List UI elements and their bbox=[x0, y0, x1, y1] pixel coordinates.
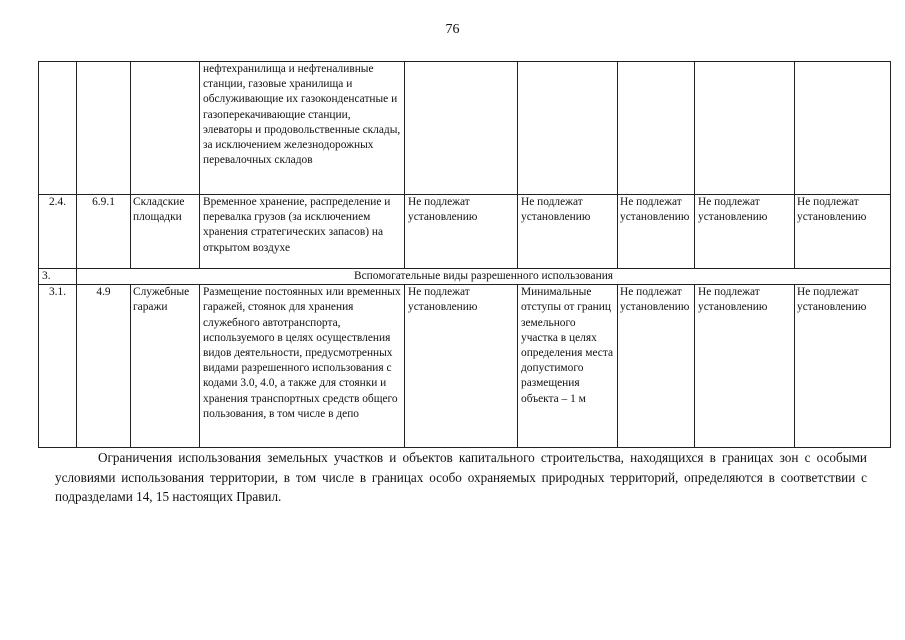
section-title-cell: Вспомогательные виды разрешенного использования bbox=[77, 269, 891, 285]
use-name-cell bbox=[131, 62, 200, 195]
code-cell bbox=[77, 62, 131, 195]
row-number-cell bbox=[39, 62, 77, 195]
description-cell: Размещение постоянных или временных гаражей, стоянок для хранения служебного автотранспорта, используемого в целях осуществления видов деятельности, предусмотренных видами разрешенного использования с кодами 3.0, 4.0, а также для стоянки и хранения транспортных средств общего пользования, в том числе в депо bbox=[200, 285, 405, 448]
parameter-cell bbox=[405, 62, 518, 195]
row-number-cell: 3. bbox=[39, 269, 77, 285]
use-name-cell: Складские площадки bbox=[131, 195, 200, 269]
table-row bbox=[39, 62, 891, 195]
parameter-cell: Не подлежат установлению bbox=[795, 285, 891, 448]
parameter-cell: Не подлежат установлению bbox=[695, 285, 795, 448]
land-use-regulations-table bbox=[38, 61, 891, 448]
table-row bbox=[39, 285, 891, 448]
parameter-cell: Не подлежат установлению bbox=[518, 195, 618, 269]
parameter-cell: Не подлежат установлению bbox=[795, 195, 891, 269]
code-cell: 4.9 bbox=[77, 285, 131, 448]
table-row bbox=[39, 195, 891, 269]
parameter-cell bbox=[695, 62, 795, 195]
description-cell: нефтехранилища и нефтеналивные станции, газовые хранилища и обслуживающие их газоконденсатные и газоперекачивающие станции, элеваторы и продовольственные склады, за исключением железнодорожных перевалочных складов bbox=[200, 62, 405, 195]
footer-paragraph: Ограничения использования земельных участков и объектов капитального строительства, находящихся в границах зон с особыми условиями использования территории, в том числе в границах особо охраняемых природных территорий, определяются в соответствии с подразделами 14, 15 настоящих Правил. bbox=[55, 450, 867, 504]
parameter-cell: Не подлежат установлению bbox=[618, 195, 695, 269]
parameter-cell: Не подлежат установлению bbox=[405, 195, 518, 269]
description-cell: Временное хранение, распределение и перевалка грузов (за исключением хранения стратегических запасов) на открытом воздухе bbox=[200, 195, 405, 269]
parameter-cell bbox=[518, 62, 618, 195]
use-name-cell: Служебные гаражи bbox=[131, 285, 200, 448]
parameter-cell: Не подлежат установлению bbox=[405, 285, 518, 448]
parameter-cell bbox=[795, 62, 891, 195]
parameter-cell: Минимальные отступы от границ земельного участка в целях определения места допустимого размещения объекта – 1 м bbox=[518, 285, 618, 448]
row-number-cell: 3.1. bbox=[39, 285, 77, 448]
parameter-cell: Не подлежат установлению bbox=[695, 195, 795, 269]
code-cell: 6.9.1 bbox=[77, 195, 131, 269]
page-number: 76 bbox=[445, 22, 460, 37]
parameter-cell bbox=[618, 62, 695, 195]
row-number-cell: 2.4. bbox=[39, 195, 77, 269]
section-row bbox=[39, 269, 891, 285]
parameter-cell: Не подлежат установлению bbox=[618, 285, 695, 448]
